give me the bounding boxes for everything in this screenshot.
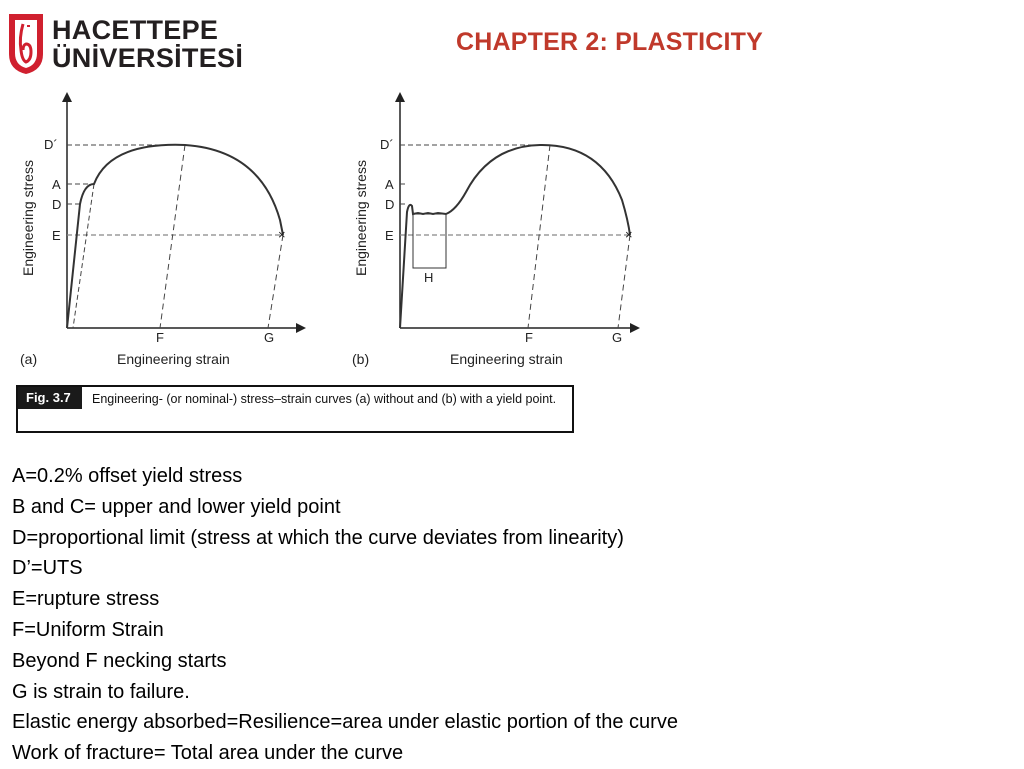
panel-b-label-g: G [612, 330, 623, 345]
note-line: Work of fracture= Total area under the curve [12, 742, 404, 765]
note-line: D=proportional limit (stress at which the curve deviates from linearity) [12, 526, 624, 549]
panel-a-label-d: D [52, 197, 62, 212]
panel-a-label-dprime: D´ [44, 137, 58, 152]
panel-b-y-arrow [395, 92, 405, 102]
definitions-list [12, 461, 678, 769]
panel-b-yield-box [413, 214, 446, 268]
caption-tag: Fig. 3.7 [18, 387, 82, 409]
note-line: A=0.2% offset yield stress [12, 465, 243, 487]
panel-b-label-d: D [385, 197, 395, 212]
note-line: G is strain to failure. [12, 680, 190, 703]
panel-b-label-h: H [424, 270, 434, 285]
panel-b-tag: (b) [352, 351, 370, 367]
panel-b-label-dprime: D´ [380, 137, 394, 152]
stress-strain-figure [0, 80, 680, 380]
panel-b [352, 92, 640, 367]
panel-a-ylabel: Engineering stress [20, 160, 36, 276]
panel-a-label-f: F [156, 330, 164, 345]
panel-b-xlabel: Engineering strain [450, 351, 563, 367]
logo-line-2: ÜNİVERSİTESİ [52, 43, 244, 73]
panel-a-x-arrow [296, 323, 306, 333]
panel-a [20, 92, 306, 367]
panel-a-label-a: A [52, 177, 61, 192]
panel-b-label-a: A [385, 177, 394, 192]
figure-caption [16, 385, 574, 433]
panel-b-curve [400, 145, 630, 328]
note-line: B and C= upper and lower yield point [12, 495, 341, 518]
note-line: Elastic energy absorbed=Resilience=area under elastic portion of the curve [12, 711, 678, 734]
panel-b-fracture-mark: × [625, 227, 633, 242]
panel-b-label-e: E [385, 228, 394, 243]
logo-line-1: HACETTEPE [52, 15, 219, 45]
note-line: E=rupture stress [12, 588, 160, 611]
note-line: Beyond F necking starts [12, 649, 227, 672]
page-title: CHAPTER 2: PLASTICITY [456, 28, 763, 56]
hacettepe-logo-icon [3, 10, 49, 76]
panel-b-x-arrow [630, 323, 640, 333]
logo-text [52, 16, 243, 72]
panel-a-fracture-mark: × [278, 227, 286, 242]
panel-a-curve [67, 145, 283, 328]
note-line: D’=UTS [12, 557, 83, 580]
caption-text: Engineering- (or nominal-) stress–strain curves (a) without and (b) with a yield point. [92, 392, 557, 406]
panel-a-y-arrow [62, 92, 72, 102]
panel-b-label-f: F [525, 330, 533, 345]
note-line: F=Uniform Strain [12, 618, 164, 641]
panel-a-label-g: G [264, 330, 275, 345]
university-logo [0, 8, 244, 78]
panel-a-label-e: E [52, 228, 61, 243]
panel-b-ylabel: Engineering stress [353, 160, 369, 276]
panel-a-xlabel: Engineering strain [117, 351, 230, 367]
panel-a-tag: (a) [20, 351, 38, 367]
